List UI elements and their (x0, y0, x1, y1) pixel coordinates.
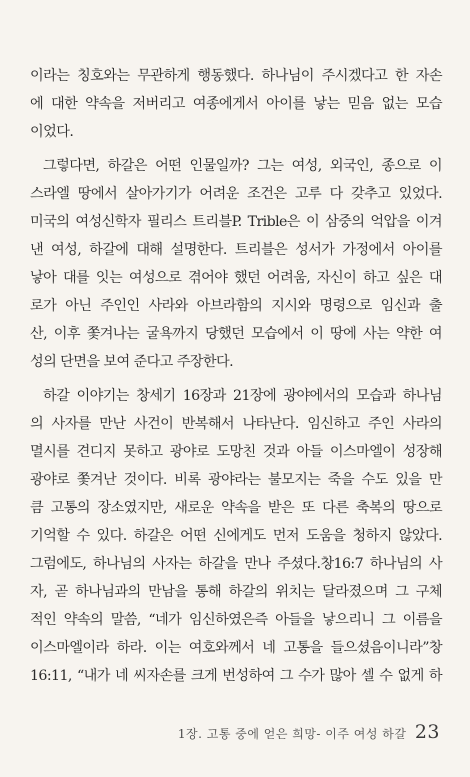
text-line: 적인 약속의 말씀, “네가 임신하였은즉 아들을 낳으리니 그 이름을 (30, 612, 442, 628)
page-footer (178, 721, 440, 743)
paragraph-2 (30, 152, 442, 376)
text-line: 그렇다면, 하갈은 어떤 인물일까? 그는 여성, 외국인, 종으로 이 (43, 158, 442, 174)
text-line: 낸 여성, 하갈에 대해 설명한다. 트리블은 성서가 가정에서 아이를 (30, 242, 442, 258)
text-line: 미국의 여성신학자 필리스 트리블P. Trible은 이 삼중의 억압을 이겨 (30, 214, 442, 230)
text-line: 의 사자를 만난 사건이 반복해서 나타난다. 임신하고 주인 사라의 (30, 416, 442, 432)
text-line: 광야로 쫓겨난 것이다. 비록 광야라는 불모지는 죽을 수도 있을 만 (30, 472, 442, 488)
text-line: 로가 아닌 주인인 사라와 아브라함의 지시와 명령으로 임신과 출 (30, 298, 442, 314)
text-line: 성의 단면을 보여 준다고 주장한다. (30, 354, 234, 370)
paragraph-1 (30, 62, 442, 146)
text-line: 이스마엘이라 하라. 이는 여호와께서 네 고통을 들으셨음이니라”창 (30, 640, 442, 656)
text-line: 산, 이후 쫓겨나는 굴욕까지 당했던 모습에서 이 땅에 사는 약한 여 (30, 326, 442, 342)
text-line: 16:11, “내가 네 씨자손를 크게 번성하여 그 수가 많아 셀 수 없게 하 (30, 668, 442, 684)
text-line: 낳아 대를 잇는 여성으로 겪어야 했던 어려움, 자신이 하고 싶은 대 (30, 270, 442, 286)
text-line: 이었다. (30, 124, 74, 140)
text-line: 에 대한 약속을 저버리고 여종에게서 아이를 낳는 믿음 없는 모습 (30, 96, 442, 112)
text-line: 기억할 수 있다. 하갈은 어떤 신에게도 먼저 도움을 청하지 않았다. (30, 528, 442, 544)
text-line: 스라엘 땅에서 살아가기가 어려운 조건은 고루 다 갖추고 있었다. (30, 186, 442, 202)
page-number: 23 (414, 721, 440, 743)
text-line: 그럼에도, 하나님의 사자는 하갈을 만나 주셨다.창16:7 하나님의 사 (30, 556, 442, 572)
text-line: 멸시를 견디지 못하고 광야로 도망친 것과 아들 이스마엘이 성장해 (30, 444, 442, 460)
paragraph-3 (30, 382, 442, 690)
text-line: 이라는 칭호와는 무관하게 행동했다. 하나님이 주시겠다고 한 자손 (30, 68, 442, 84)
text-line: 자, 곧 하나님과의 만남을 통해 하갈의 위치는 달라졌으며 그 구체 (30, 584, 442, 600)
page-body (30, 62, 442, 690)
text-line: 하갈 이야기는 창세기 16장과 21장에 광야에서의 모습과 하나님 (43, 388, 442, 404)
text-line: 큼 고통의 장소였지만, 새로운 약속을 받은 또 다른 축복의 땅으로 (30, 500, 442, 516)
running-head: 1장. 고통 중에 얻은 희망- 이주 여성 하갈 (177, 727, 407, 741)
